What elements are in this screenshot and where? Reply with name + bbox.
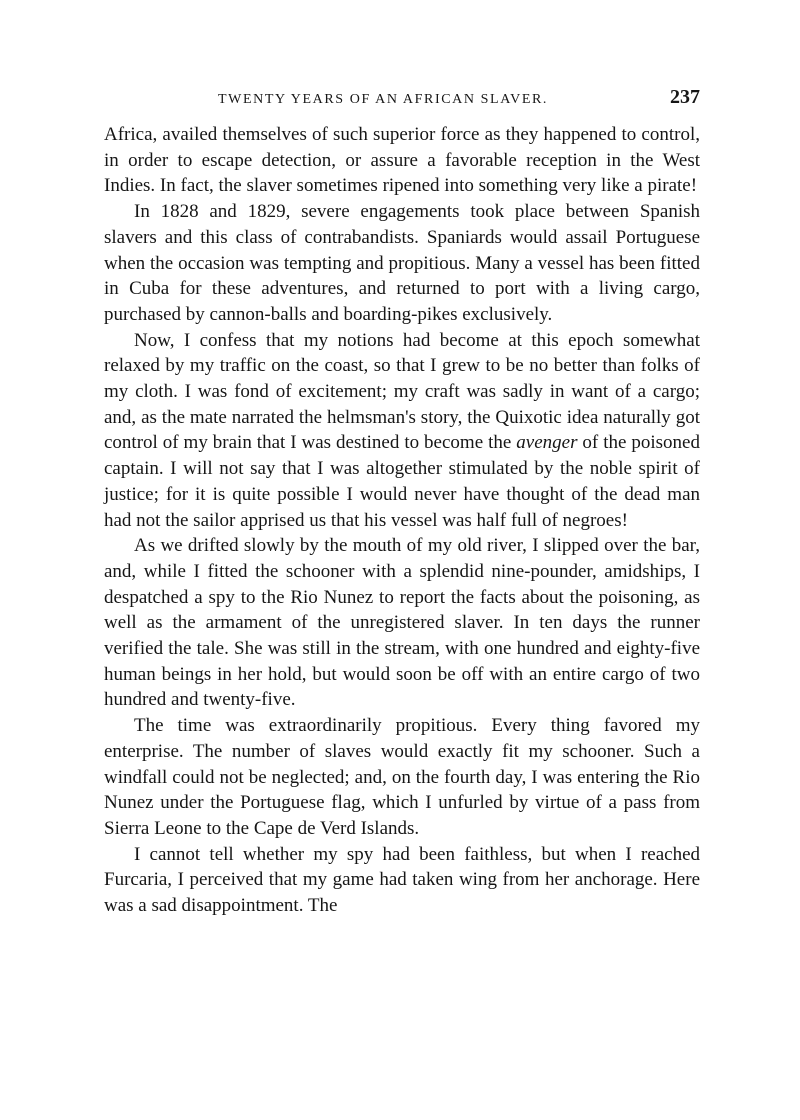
running-header xyxy=(104,86,700,112)
running-title: TWENTY YEARS OF AN AFRICAN SLAVER. xyxy=(218,92,549,107)
page-number: 237 xyxy=(670,86,700,108)
paragraph-2: In 1828 and 1829, severe engagements took place between Spanish slavers and this class of contrabandists. Spaniards would assail Portuguese when the occasion was tempting and propitious. Many a vessel has been fitted in Cuba for these adventures, and returned to port with a living cargo, purchased by cannon-balls and boarding-pikes exclusively. xyxy=(104,201,700,325)
paragraph-3-after: of the poisoned captain. I will not say that I was altogether stimulated by the noble spirit of justice; for it is quite possible I would never have thought of the dead man had not the sailor apprised us that his vessel was half full of negroes! xyxy=(104,432,700,531)
paragraph-3-before: Now, I confess that my notions had become at this epoch somewhat relaxed by my traffic on the coast, so that I grew to be no better than folks of my cloth. I was fond of excitement; my craft was sadly in want of a cargo; and, as the mate narrated the helmsman's story, the Quixotic idea naturally got control of my brain that I was destined to become the xyxy=(104,329,700,454)
paragraph-3 xyxy=(104,328,700,534)
body-text xyxy=(104,122,700,919)
paragraph-6: I cannot tell whether my spy had been faithless, but when I reached Furcaria, I perceived that my game had taken wing from her anchorage. Here was a sad disappointment. The xyxy=(104,843,700,917)
paragraph-1: Africa, availed themselves of such superior force as they happened to control, in order to escape detection, or assure a favorable reception in the West Indies. In fact, the slaver sometimes ripened into something very like a pirate! xyxy=(104,124,700,197)
paragraph-5: The time was extraordinarily propitious. Every thing favored my enterprise. The number of slaves would exactly fit my schooner. Such a windfall could not be neglected; and, on the fourth day, I was entering the Rio Nunez under the Portuguese flag, which I unfurled by virtue of a pass from Sierra Leone to the Cape de Verd Islands. xyxy=(104,715,700,839)
emphasis-avenger: avenger xyxy=(516,432,578,454)
paragraph-4: As we drifted slowly by the mouth of my old river, I slipped over the bar, and, while I fitted the schooner with a splendid nine-pounder, amidships, I despatched a spy to the Rio Nunez to report the facts about the poisoning, as well as the armament of the unregistered slaver. In ten days the runner verified the tale. She was still in the stream, with one hundred and eighty-five human beings in her hold, but would soon be off with an entire cargo of two hundred and twenty-five. xyxy=(104,535,700,711)
